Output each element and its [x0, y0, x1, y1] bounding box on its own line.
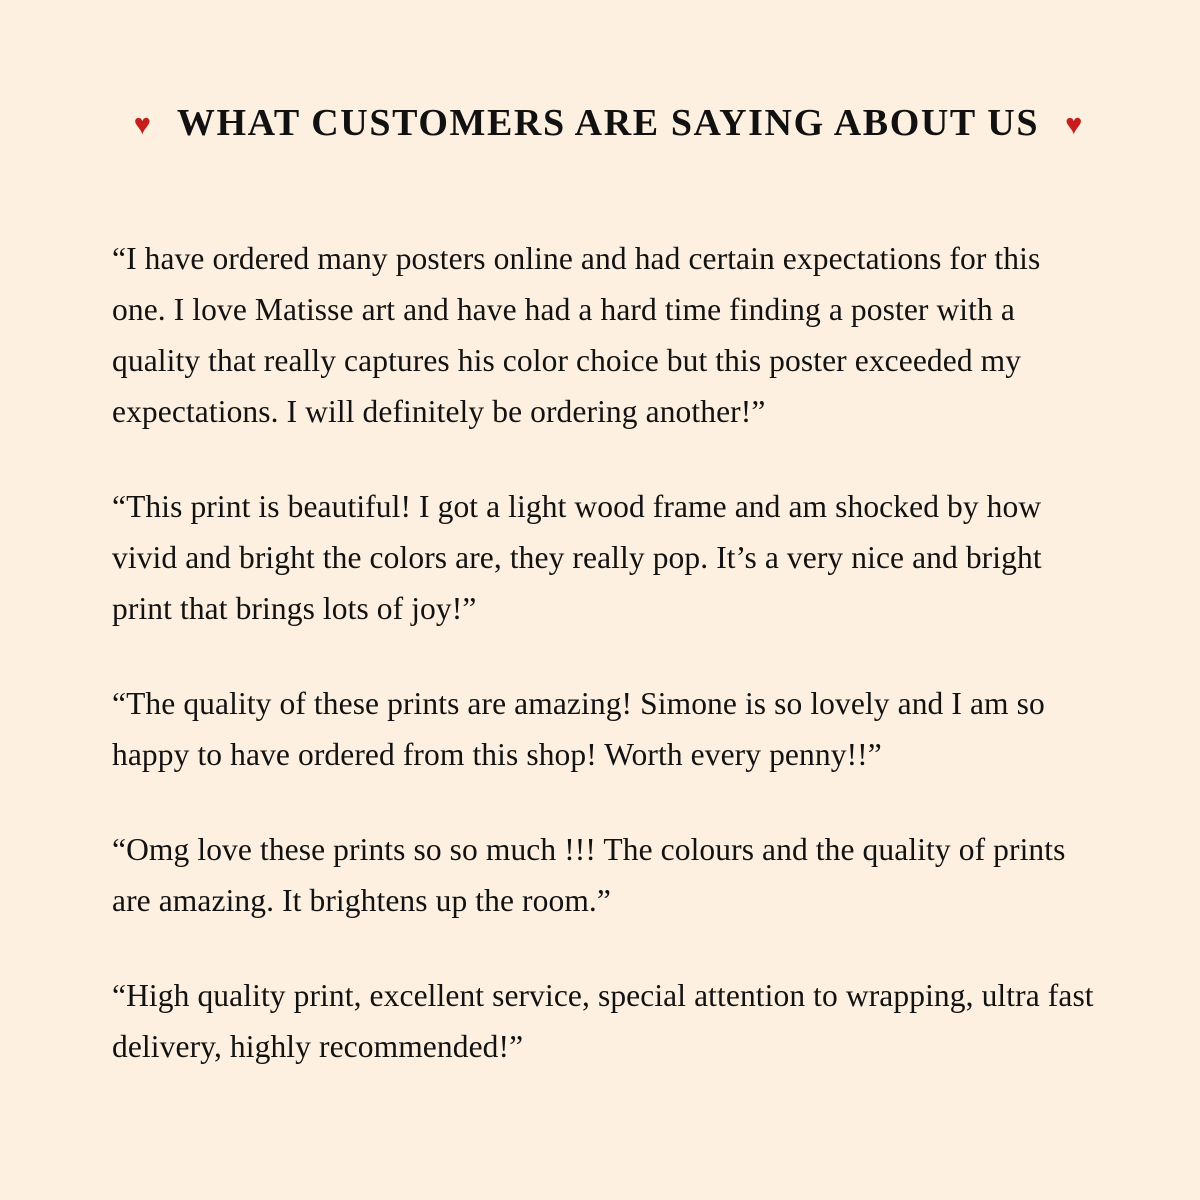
- heart-icon-left: ♥: [133, 108, 151, 141]
- heart-icon-right: ♥: [1065, 108, 1083, 141]
- page-header: [112, 78, 1100, 171]
- testimonial-item: “I have ordered many posters online and had certain expectations for this one. I love Matisse art and have had a hard time finding a poster with a quality that really captures his color choice but this poster exceeded my expectations. I will definitely be ordering another!”: [112, 240, 1041, 429]
- testimonial-item: “The quality of these prints are amazing! Simone is so lovely and I am so happy to have ordered from this shop! Worth every penny!!”: [112, 685, 1045, 772]
- testimonial-list: [112, 233, 1100, 1072]
- testimonial-item: “High quality print, excellent service, special attention to wrapping, ultra fast delivery, highly recommended!”: [112, 977, 1094, 1064]
- testimonial-item: “This print is beautiful! I got a light wood frame and am shocked by how vivid and bright the colors are, they really pop. It’s a very nice and bright print that brings lots of joy!”: [112, 488, 1042, 626]
- testimonial-item: “Omg love these prints so so much !!! The colours and the quality of prints are amazing. It brightens up the room.”: [112, 831, 1066, 918]
- page-title: WHAT CUSTOMERS ARE SAYING ABOUT US: [176, 102, 1040, 145]
